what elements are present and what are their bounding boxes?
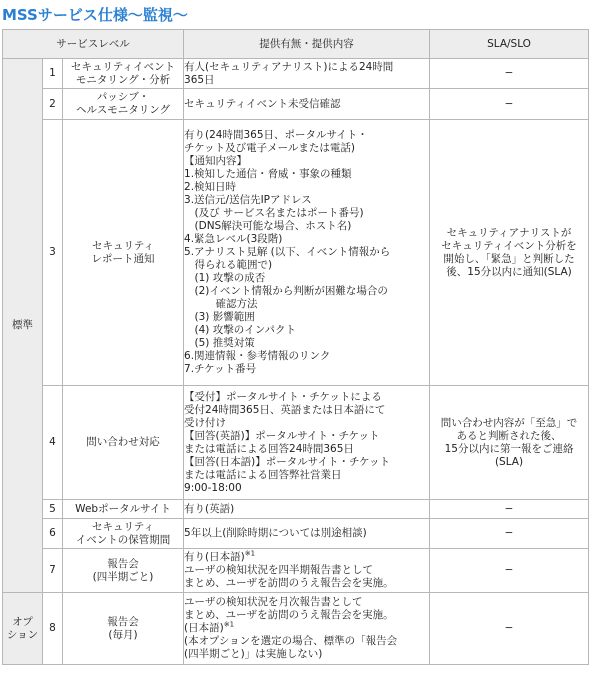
sla-value: 問い合わせ内容が「至急」で あると判断された後、 15分以内に第一報をご連絡 (SLA) xyxy=(430,386,589,500)
row-number: 3 xyxy=(43,120,63,386)
row-number: 7 xyxy=(43,549,63,593)
sla-value: − xyxy=(430,59,589,89)
table-row xyxy=(3,593,589,665)
row-number: 5 xyxy=(43,500,63,519)
sla-value: − xyxy=(430,593,589,665)
sla-value: セキュリティアナリストが セキュリティイベント分析を 開始し、「緊急」と判断した 後、15分以内に通知(SLA) xyxy=(430,120,589,386)
service-name: セキュリティ レポート通知 xyxy=(63,120,184,386)
footnote-marker: ※1 xyxy=(244,549,256,558)
provision-content: 有り(24時間365日、ポータルサイト・ チケット及び電子メールまたは電話) 【通知内容】 1.検知した通信・脅威・事象の種類 2.検知日時 3.送信元/送信先IPアドレス (及び サービス名またはポート番号) (DNS解決可能な場合、ホスト名) 4.緊急レベル(3段階) 5.アナリスト見解 (以下、イベント情報から 得られる範囲で) (1) 攻撃の成否 (2)イベント情報から判断が困難な場合の 確認方法 (3) 影響範囲 (4) 攻撃のインパクト (5) 推奨対策 6.関連情報・参考情報のリンク 7.チケット番号 xyxy=(184,120,430,386)
row-number: 8 xyxy=(43,593,63,665)
header-sla: SLA/SLO xyxy=(430,30,589,59)
provision-content: 【受付】ポータルサイト・チケットによる 受付24時間365日、英語または日本語にて 受け付け 【回答(英語)】ポータルサイト・チケット または電話による回答24時間365日 【回答(日本語)】ポータルサイト・チケット または電話による回答弊社営業日 9:00-18:00 xyxy=(184,386,430,500)
row-number: 2 xyxy=(43,89,63,120)
row-number: 1 xyxy=(43,59,63,89)
table-row xyxy=(3,500,589,519)
provision-content: 5年以上(削除時期については別途相談) xyxy=(184,519,430,549)
content-main: ユーザの検知状況を月次報告書として まとめ、ユーザを訪問のうえ報告会を実施。 (日本語) xyxy=(184,596,394,634)
sla-value: − xyxy=(430,500,589,519)
service-name: パッシブ・ ヘルスモニタリング xyxy=(63,89,184,120)
category-option xyxy=(3,593,43,665)
content-main: 有り(日本語) xyxy=(184,551,245,563)
row-number: 4 xyxy=(43,386,63,500)
category-standard xyxy=(3,59,43,593)
category-option-label: オプ ション xyxy=(6,615,39,641)
content-rest: ユーザの検知状況を四半期報告書として まとめ、ユーザを訪問のうえ報告会を実施。 xyxy=(184,564,394,589)
header-provision: 提供有無・提供内容 xyxy=(184,30,430,59)
service-name: セキュリティ イベントの保管期間 xyxy=(63,519,184,549)
category-standard-label: 標準 xyxy=(12,319,33,331)
service-name: セキュリティイベント モニタリング・分析 xyxy=(63,59,184,89)
page-title: MSSサービス仕様〜監視〜 xyxy=(2,6,188,24)
row-number: 6 xyxy=(43,519,63,549)
table-row xyxy=(3,59,589,89)
table-row xyxy=(3,89,589,120)
header-service-level: サービスレベル xyxy=(3,30,184,59)
sla-value: − xyxy=(430,519,589,549)
table-row xyxy=(3,386,589,500)
spec-table xyxy=(2,29,589,665)
sla-value: − xyxy=(430,89,589,120)
service-name: 報告会 (毎月) xyxy=(63,593,184,665)
service-name: 問い合わせ対応 xyxy=(63,386,184,500)
table-row xyxy=(3,120,589,386)
table-row xyxy=(3,519,589,549)
service-name: 報告会 (四半期ごと) xyxy=(63,549,184,593)
provision-content xyxy=(184,593,430,665)
table-row xyxy=(3,549,589,593)
footnote-marker: ※1 xyxy=(223,620,235,629)
sla-value: − xyxy=(430,549,589,593)
provision-content: 有り(英語) xyxy=(184,500,430,519)
content-rest: (本オプションを選定の場合、標準の「報告会 (四半期ごと)」は実施しない) xyxy=(184,635,398,660)
provision-content: セキュリティイベント未受信確認 xyxy=(184,89,430,120)
header-row xyxy=(3,30,589,59)
provision-content: 有人(セキュリティアナリスト)による24時間 365日 xyxy=(184,59,430,89)
provision-content xyxy=(184,549,430,593)
service-name: Webポータルサイト xyxy=(63,500,184,519)
